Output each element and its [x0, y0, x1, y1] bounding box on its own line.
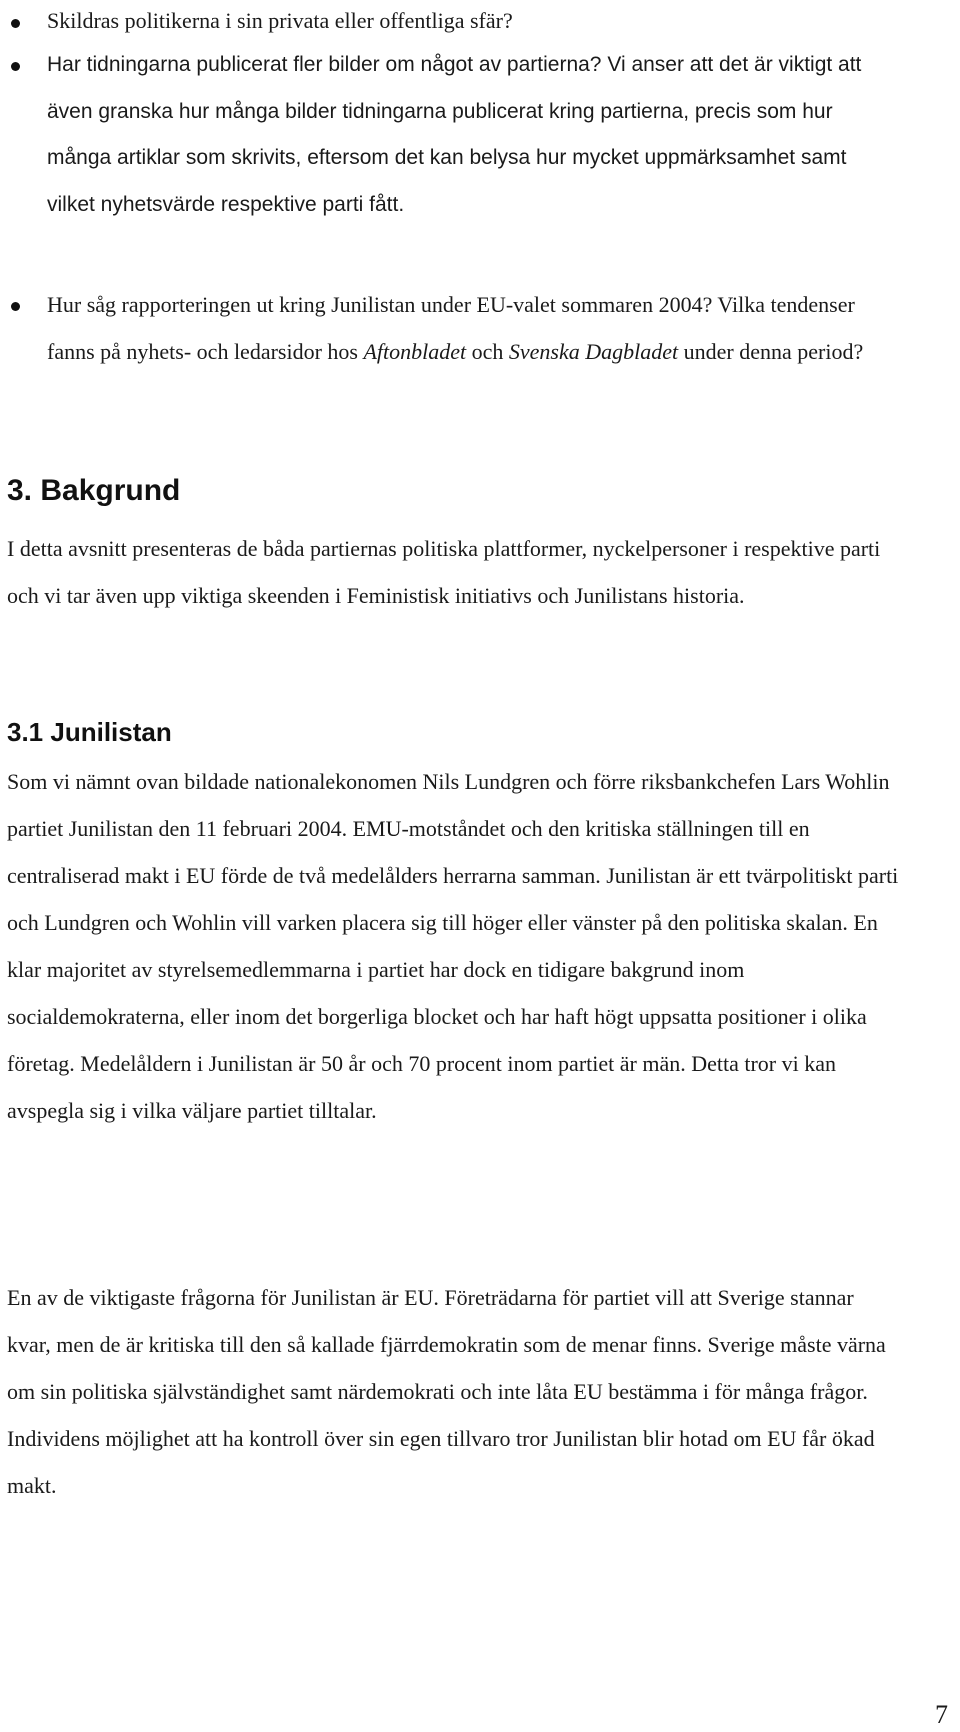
list-item-text — [47, 282, 877, 375]
list-item-text-part: Hur såg rapporteringen ut kring Junilistan under EU-valet sommaren 2004? Vilka tendenser fanns på nyhets- och ledarsidor hos — [47, 292, 855, 364]
section-heading: 3. Bakgrund — [7, 474, 181, 507]
section-paragraph: Som vi nämnt ovan bildade nationalekonomen Nils Lundgren och förre riksbankchefen Lars Wohlin partiet Junilistan den 11 februari 2004. EMU-motståndet och den kritiska ställningen till en centraliserad makt i EU förde de två medelålders herrarna samman. Junilistan är ett tvärpolitiskt parti och Lundgren och Wohlin vill varken placera sig till höger eller vänster på den politiska skalan. En klar majoritet av styrelsemedlemmarna i partiet har dock en tidigare bakgrund inom socialdemokraterna, eller inom det borgerliga blocket och har haft högt uppsatta positioner i olika företag. Medelåldern i Junilistan är 50 år och 70 procent inom partiet är män. Detta tror vi kan avspegla sig i vilka väljare partiet tilltalar. — [7, 769, 899, 1123]
section-paragraph: I detta avsnitt presenteras de båda partiernas politiska plattformer, nyckelpersoner i respektive parti och vi tar även upp viktiga skeenden i Feministisk initiativs och Junilistans historia. — [7, 536, 881, 608]
bullet-icon — [11, 302, 20, 311]
page-number: 7 — [935, 1700, 948, 1729]
section-paragraph: En av de viktigaste frågorna för Junilistan är EU. Företrädarna för partiet vill att Sverige stannar kvar, men de är kritiska till den så kallade fjärrdemokratin som de menar finns. Sverige måste värna om sin politiska självständighet samt närdemokrati och inte låta EU bestämma i för många frågor. Individens möjlighet att ha kontroll över sin egen tillvaro tror Junilistan blir hotad om EU får ökad makt. — [7, 1285, 886, 1498]
bullet-icon — [11, 62, 20, 71]
list-item-text-part: under denna period? — [678, 338, 864, 364]
newspaper-name: Aftonbladet — [363, 338, 467, 364]
subsection-heading: 3.1 Junilistan — [7, 717, 172, 747]
list-item-text: Skildras politikerna i sin privata eller offentliga sfär? — [47, 8, 513, 33]
list-item-text-part: och — [466, 338, 509, 364]
list-item-text: Har tidningarna publicerat fler bilder om något av partierna? Vi anser att det är viktigt att även granska hur många bilder tidningarna publicerat kring partierna, precis som hur många artiklar som skrivits, eftersom det kan belysa hur mycket uppmärksamhet samt vilket nyhetsvärde respektive parti fått. — [47, 53, 862, 216]
bullet-icon — [11, 19, 20, 28]
newspaper-name: Svenska Dagbladet — [508, 338, 679, 364]
